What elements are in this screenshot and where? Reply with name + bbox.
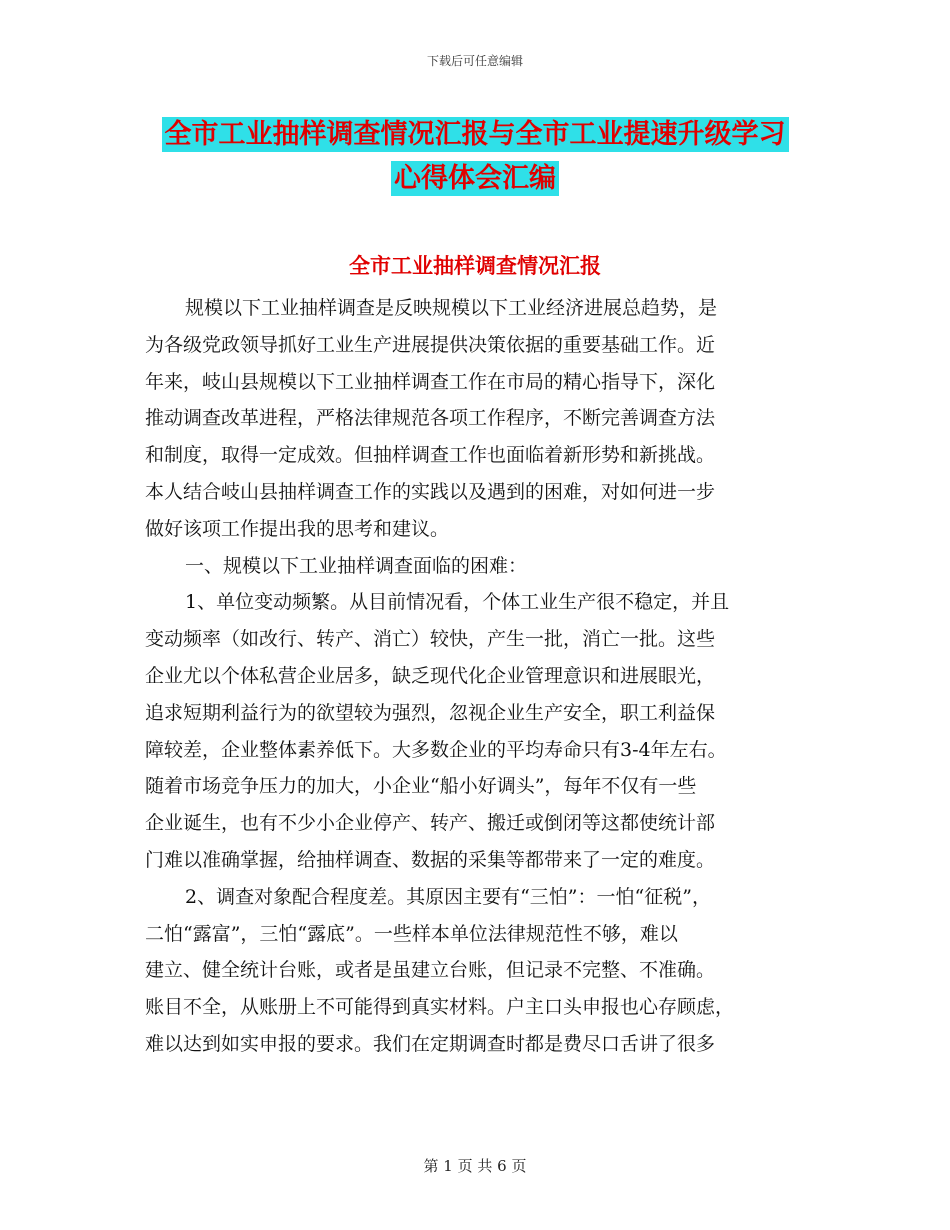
- title-highlight-1: 全市工业抽样调查情况汇报与全市工业提速升级学习: [162, 117, 789, 152]
- header-note: 下载后可任意编辑: [426, 54, 523, 68]
- text-line: 随着市场竞争压力的加大，小企业“船小好调头”，每年不仅有一些: [145, 775, 697, 798]
- page-footer: 第 1 页 共 6 页: [423, 1157, 527, 1175]
- text-line: 二怕“露富”，三怕“露底”。一些样本单位法律规范性不够，难以: [145, 922, 678, 945]
- text-line: 建立、健全统计台账，或者是虽建立台账，但记录不完整、不准确。: [145, 959, 716, 982]
- text-line: 2、调查对象配合程度差。其原因主要有“三怕”：一怕“征税”，: [185, 885, 711, 908]
- text-line: 账目不全，从账册上不可能得到真实材料。户主口头申报也心存顾虑，: [145, 996, 735, 1019]
- text-line: 做好该项工作提出我的思考和建议。: [145, 517, 450, 540]
- text-line: 规模以下工业抽样调查是反映规模以下工业经济进展总趋势，是: [185, 297, 718, 319]
- section-heading-line: 一、规模以下工业抽样调查面临的困难：: [185, 554, 528, 577]
- text-line: 1、单位变动频繁。从目前情况看，个体工业生产很不稳定，并且: [185, 591, 730, 614]
- text-line: 门难以准确掌握，给抽样调查、数据的采集等都带来了一定的难度。: [145, 848, 716, 871]
- text-line: 年来，岐山县规模以下工业抽样调查工作在市局的精心指导下，深化: [145, 370, 716, 393]
- text-line: 难以达到如实申报的要求。我们在定期调查时都是费尽口舌讲了很多: [145, 1032, 716, 1055]
- document-title-line-2: [0, 156, 950, 195]
- text-line: 追求短期利益行为的欲望较为强烈，忽视企业生产安全，职工利益保: [145, 701, 716, 724]
- text-line: 企业尤以个体私营企业居多，缺乏现代化企业管理意识和进展眼光，: [145, 664, 716, 687]
- text-line: 为各级党政领导抓好工业生产进展提供决策依据的重要基础工作。近: [145, 333, 716, 356]
- section-title: 全市工业抽样调查情况汇报: [349, 254, 601, 278]
- text-line: 障较差，企业整体素养低下。大多数企业的平均寿命只有3-4年左右。: [145, 738, 727, 761]
- document-title-line-1: [0, 112, 950, 151]
- title-highlight-2: 心得体会汇编: [391, 161, 559, 196]
- text-line: 企业诞生，也有不少小企业停产、转产、搬迁或倒闭等这都使统计部: [145, 812, 716, 835]
- body-text: [145, 290, 810, 1063]
- text-line: 推动调查改革进程，严格法律规范各项工作程序，不断完善调查方法: [145, 407, 716, 430]
- text-line: 变动频率（如改行、转产、消亡）较快，产生一批，消亡一批。这些: [145, 628, 716, 651]
- text-line: 本人结合岐山县抽样调查工作的实践以及遇到的困难，对如何进一步: [145, 480, 716, 503]
- text-line: 和制度，取得一定成效。但抽样调查工作也面临着新形势和新挑战。: [145, 444, 716, 467]
